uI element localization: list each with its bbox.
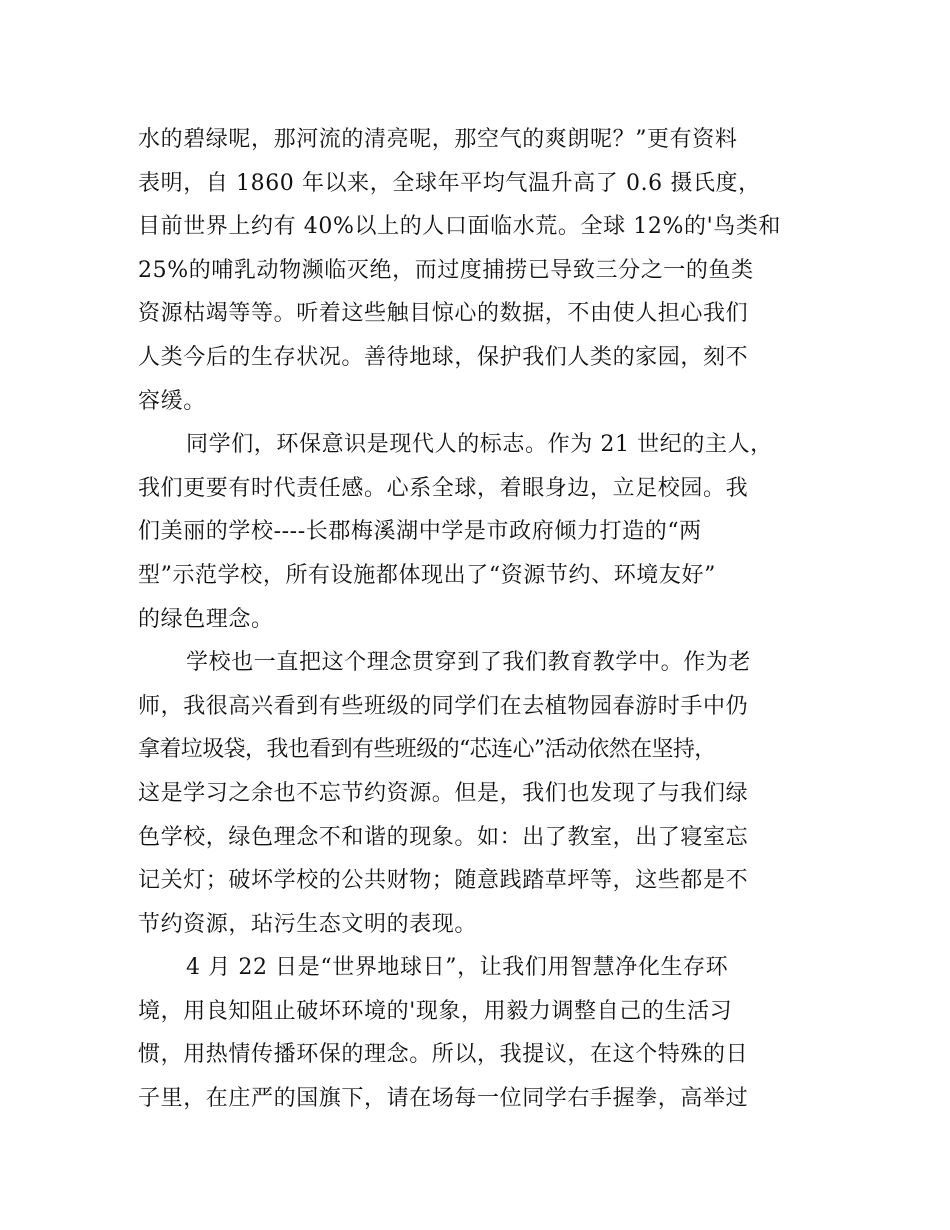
text-line-6: 人类今后的生存状况。善待地球，保护我们人类的家园，刻不 (138, 344, 749, 370)
text-line-5: 资源枯竭等等。听着这些触目惊心的数据，不由使人担心我们 (138, 301, 749, 327)
text-line-9: 我们更要有时代责任感。心系全球，着眼身边，立足校园。我 (138, 475, 749, 501)
text-line-18: 记关灯；破坏学校的公共财物；随意践踏草坪等，这些都是不 (138, 868, 749, 894)
text-line-3: 目前世界上约有 40%以上的人口面临水荒。全球 12%的'鸟类和 (138, 214, 782, 240)
text-line-4: 25%的哺乳动物濒临灭绝，而过度捕捞已导致三分之一的鱼类 (138, 257, 754, 283)
text-line-1: 水的碧绿呢，那河流的清亮呢，那空气的爽朗呢？”更有资料 (138, 127, 738, 152)
text-line-2: 表明，自 1860 年以来，全球年平均气温升高了 0.6 摄氏度， (138, 170, 761, 196)
document-body (138, 118, 838, 1121)
text-line-12: 的绿色理念。 (138, 606, 274, 632)
text-line-14: 师，我很高兴看到有些班级的同学们在去植物园春游时手中仍 (138, 693, 749, 719)
text-line-16: 这是学习之余也不忘节约资源。但是，我们也发现了与我们绿 (138, 780, 749, 806)
paragraph-start-line: 同学们，环保意识是现代人的标志。作为 21 世纪的主人， (186, 432, 773, 458)
text-line-11: 型”示范学校，所有设施都体现出了“资源节约、环境友好” (138, 562, 716, 588)
text-line-17: 色学校，绿色理念不和谐的现象。如：出了教室，出了寝室忘 (138, 824, 749, 850)
text-line-7: 容缓。 (138, 388, 206, 414)
paragraph-start-line: 4 月 22 日是“世界地球日”，让我们用智慧净化生存环 (186, 955, 729, 981)
text-line-21: 境，用良知阻止破坏环境的'现象，用毅力调整自己的生活习 (138, 998, 733, 1024)
text-line-19: 节约资源，玷污生态文明的表现。 (138, 911, 478, 937)
text-line-23: 子里，在庄严的国旗下，请在场每一位同学右手握拳，高举过 (138, 1086, 749, 1112)
text-line-22: 惯，用热情传播环保的理念。所以，我提议，在这个特殊的日 (138, 1042, 749, 1068)
text-line-10: 们美丽的学校----长郡梅溪湖中学是市政府倾力打造的“两 (138, 519, 702, 545)
text-line-15: 拿着垃圾袋，我也看到有些班级的“芯连心”活动依然在坚持， (138, 737, 716, 763)
paragraph-start-line: 学校也一直把这个理念贯穿到了我们教育教学中。作为老 (186, 650, 752, 676)
